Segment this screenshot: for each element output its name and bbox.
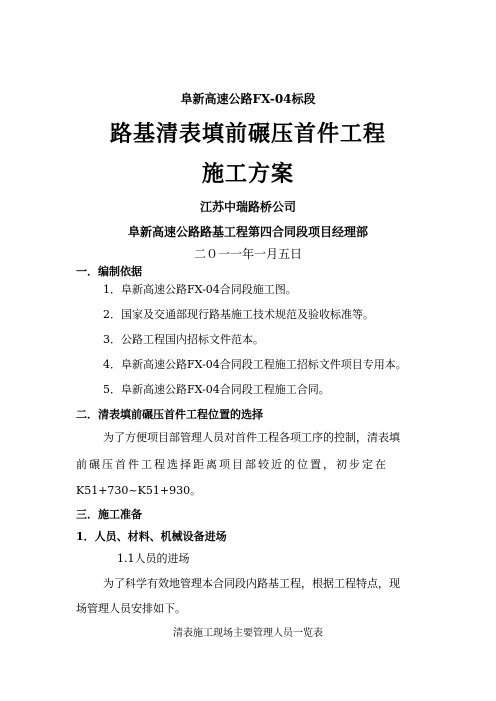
section-2-para-line-2: 前碾压首件工程选择距离项目部较近的位置，初步定在: [76, 458, 388, 471]
basis-item-2: 2．国家及交通部现行路基施工技术规范及验收标准等。: [103, 308, 374, 321]
document-date: 二０一一年一月五日: [193, 247, 302, 261]
section-3-para-line-1: 为了科学有效地管理本合同段内路基工程，根据工程特点，现: [103, 577, 400, 590]
department-name: 阜新高速公路路基工程第四合同段项目经理部: [127, 225, 368, 239]
section-2-para-line-1: 为了方便项目部管理人员对首件工程各项工序的控制，清表填: [103, 431, 400, 444]
section-label: 阜新高速公路FX-04标段: [180, 92, 316, 106]
basis-item-1: 1．阜新高速公路FX-04合同段施工图。: [103, 283, 297, 296]
section-3-subheading: 1．人员、材料、机械设备进场: [76, 530, 227, 543]
basis-item-4: 4．阜新高速公路FX-04合同段工程施工招标文件项目专用本。: [103, 358, 407, 371]
document-subtitle: 施工方案: [201, 161, 294, 187]
section-2-heading: 二．清表填前碾压首件工程位置的选择: [76, 408, 263, 421]
section-3-heading: 三．施工准备: [76, 508, 142, 521]
basis-item-5: 5．阜新高速公路FX-04合同段工程施工合同。: [103, 383, 330, 396]
section-3-para-line-2: 场管理人员安排如下。: [76, 602, 186, 615]
section-2-para-line-3: K51+730~K51+930。: [76, 484, 202, 497]
basis-item-3: 3．公路工程国内招标文件范本。: [103, 333, 264, 346]
company-name: 江苏中瑞路桥公司: [199, 200, 296, 214]
section-1-heading: 一．编制依据: [76, 265, 142, 278]
table-caption: 清表施工现场主要管理人员一览表: [173, 628, 323, 639]
document-title: 路基清表填前碾压首件工程: [109, 121, 386, 147]
section-3-subsubheading: 1.1人员的进场: [117, 552, 190, 565]
